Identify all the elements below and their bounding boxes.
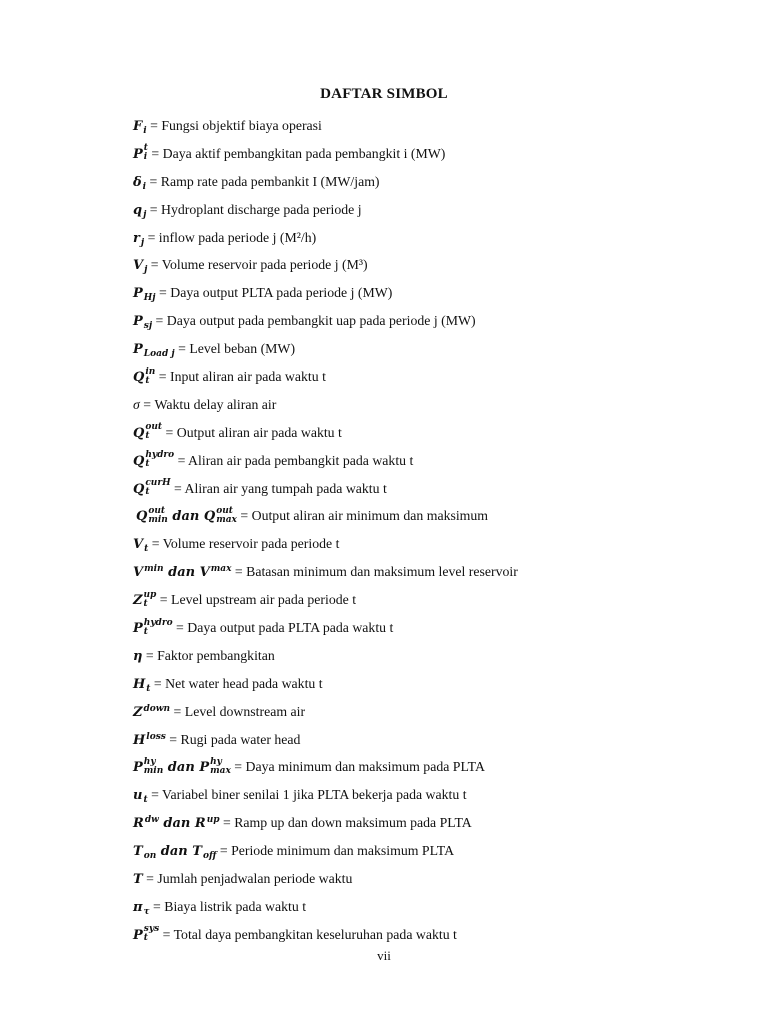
symbol-row — [133, 447, 518, 475]
symbol-base: δ — [133, 174, 142, 190]
symbol-row — [133, 753, 518, 781]
conjunction: dan — [163, 760, 200, 776]
symbol-base: P — [133, 146, 143, 162]
symbol-row — [133, 168, 518, 196]
script-stack — [144, 144, 148, 162]
symbol-description: = Periode minimum dan maksimum PLTA — [216, 843, 455, 859]
symbol-row — [133, 224, 518, 252]
symbol-description: = Fungsi objektif biaya operasi — [146, 118, 322, 133]
symbol-description: = Volume reservoir pada periode t — [148, 536, 340, 552]
symbol-base: Q — [133, 425, 145, 441]
symbol-row — [133, 558, 518, 586]
subscript: t — [143, 795, 148, 806]
superscript: down — [143, 703, 171, 714]
superscript: hy — [143, 756, 156, 767]
symbol-description: = Aliran air pada pembangkit pada waktu t — [174, 452, 414, 468]
symbol-base: T — [192, 844, 202, 860]
symbol-row — [133, 251, 518, 279]
symbol-base: H — [133, 732, 146, 748]
symbol-base: Z — [133, 593, 143, 609]
subscript: off — [202, 851, 217, 862]
symbol — [133, 733, 166, 748]
subscript: t — [145, 459, 150, 470]
symbol-description: = Ramp up dan down maksimum pada PLTA — [219, 815, 472, 831]
subscript: max — [210, 765, 231, 776]
subscript: j — [143, 209, 147, 220]
subscript: Hj — [143, 293, 156, 304]
symbol-row — [133, 279, 518, 307]
symbol-description: = Output aliran air pada waktu t — [162, 424, 342, 440]
symbol — [133, 314, 153, 332]
symbol-base: V — [133, 565, 144, 581]
symbol-row — [133, 614, 518, 642]
symbol-row — [133, 809, 518, 837]
symbol-row — [133, 893, 518, 921]
symbol-description: = Ramp rate pada pembankit I (MW/jam) — [146, 173, 380, 189]
symbol-description: = Faktor pembangkitan — [142, 647, 275, 663]
subscript: i — [143, 126, 147, 136]
symbol-base: P — [133, 621, 143, 637]
symbol — [133, 565, 231, 580]
symbol-base: Q — [133, 453, 145, 469]
conjunction: dan — [163, 565, 200, 581]
script-stack — [144, 925, 159, 943]
superscript: t — [143, 143, 148, 154]
symbol-row — [133, 475, 518, 503]
symbol-base: V — [133, 258, 144, 274]
symbol-description: = Daya minimum dan maksimum pada PLTA — [230, 759, 485, 775]
symbol-description: = Waktu delay aliran air — [139, 396, 277, 412]
subscript: sj — [143, 321, 153, 332]
subscript: max — [216, 514, 237, 525]
symbol-base: H — [133, 676, 146, 692]
symbol-base: V — [133, 537, 144, 553]
superscript: hydro — [143, 617, 173, 628]
subscript: i — [142, 181, 147, 192]
subscript: Load j — [143, 349, 175, 360]
symbol-description: = Rugi pada water head — [165, 731, 301, 747]
symbol — [133, 286, 156, 304]
symbol-description: = Batasan minimum dan maksimum level reservoir — [231, 564, 518, 580]
symbol-base: P — [133, 314, 143, 330]
symbol-description: = Level beban (MW) — [174, 341, 296, 357]
symbol-base: P — [133, 927, 143, 943]
symbol-description: = Variabel biner senilai 1 jika PLTA bekerja pada waktu t — [147, 787, 467, 803]
symbol-base: P — [133, 760, 143, 776]
symbol-row — [133, 419, 518, 447]
symbol-row — [133, 586, 518, 614]
script-stack — [144, 619, 173, 637]
symbol — [133, 175, 146, 190]
symbol-base: q — [133, 202, 143, 218]
symbol-base: r — [133, 230, 140, 246]
subscript: min — [143, 765, 164, 776]
symbol — [133, 788, 148, 806]
symbol-description: = Output aliran air minimum dan maksimum — [236, 508, 489, 524]
symbol-description: = Level downstream air — [170, 703, 306, 719]
symbol-description: = Daya output pada PLTA pada waktu t — [172, 620, 394, 636]
symbol-row — [133, 865, 518, 893]
symbol-base: Q — [133, 481, 145, 497]
subscript: t — [143, 598, 148, 609]
superscript: hydro — [145, 450, 175, 461]
superscript: min — [144, 564, 164, 575]
symbol — [133, 119, 147, 134]
subscript: t — [146, 683, 151, 694]
subscript: on — [143, 851, 157, 862]
symbol-description: = Jumlah penjadwalan periode waktu — [142, 871, 353, 887]
symbol-description: = Daya aktif pembangkitan pada pembangkit i (MW) — [147, 145, 446, 161]
page-number: vii — [377, 948, 391, 963]
symbol-row — [133, 781, 518, 809]
symbol-row — [133, 530, 518, 558]
superscript: sys — [143, 924, 160, 935]
subscript: t — [143, 933, 148, 944]
symbol-base: R — [194, 816, 206, 832]
subscript: i — [143, 152, 148, 163]
symbol-row — [133, 837, 518, 865]
symbol — [133, 258, 148, 276]
conjunction: dan — [158, 816, 195, 832]
symbol-description: = Input aliran air pada waktu t — [155, 369, 326, 385]
superscript: max — [210, 564, 232, 575]
superscript: up — [143, 589, 157, 600]
script-stack — [145, 451, 174, 469]
symbol-description: = Daya output PLTA pada periode j (MW) — [155, 285, 393, 301]
subscript: τ — [143, 906, 150, 917]
symbol-base: T — [133, 844, 143, 860]
superscript: loss — [146, 731, 166, 742]
script-stack — [145, 368, 155, 386]
symbol-description: = Volume reservoir pada periode j (M³) — [147, 257, 368, 273]
symbol-base: P — [199, 760, 210, 776]
symbol-description: = Aliran air yang tumpah pada waktu t — [170, 480, 387, 496]
symbol-row — [133, 140, 518, 168]
symbol-base: P — [133, 286, 143, 302]
symbol — [133, 589, 157, 609]
symbol — [133, 872, 143, 887]
symbol — [133, 924, 160, 944]
subscript: j — [144, 265, 148, 276]
subscript: t — [145, 375, 150, 386]
symbol-base: η — [133, 648, 143, 664]
symbol-base: Q — [133, 370, 145, 386]
symbol-row — [133, 112, 518, 140]
symbol — [133, 900, 150, 915]
symbol-list — [133, 112, 518, 949]
superscript: up — [206, 815, 220, 826]
subscript: j — [140, 237, 145, 248]
page-title: DAFTAR SIMBOL — [320, 86, 448, 102]
subscript: t — [143, 626, 148, 637]
symbol-base: F — [133, 119, 143, 134]
symbol: σ — [133, 396, 140, 412]
symbol-row — [133, 363, 518, 391]
symbol — [133, 450, 175, 470]
superscript: dw — [144, 815, 159, 826]
script-stack — [145, 423, 162, 441]
symbol — [133, 143, 148, 163]
symbol-row — [133, 670, 518, 698]
symbol — [133, 537, 149, 555]
symbol — [133, 677, 150, 692]
superscript: out — [148, 505, 166, 516]
symbol-row — [133, 502, 518, 530]
symbol-row — [133, 335, 518, 363]
symbol-base: π — [133, 899, 143, 915]
symbol — [136, 505, 237, 525]
symbol-row — [133, 726, 518, 754]
conjunction: dan — [156, 844, 193, 860]
symbol-row — [133, 921, 518, 949]
script-stack — [145, 479, 170, 497]
script-stack — [144, 758, 164, 776]
symbol — [133, 422, 163, 442]
superscript: in — [145, 366, 156, 377]
subscript: t — [145, 487, 150, 498]
symbol-row — [133, 307, 518, 335]
symbol-base: Q — [203, 509, 216, 525]
script-stack — [144, 591, 157, 609]
symbol — [133, 756, 231, 776]
symbol — [133, 203, 146, 218]
symbol-base: Q — [136, 509, 148, 525]
symbol — [133, 342, 175, 360]
symbol-description: = Total daya pembangkitan keseluruhan pada waktu t — [159, 926, 457, 942]
symbol-row — [133, 391, 518, 419]
symbol-base: P — [133, 342, 143, 358]
symbol-base: V — [199, 565, 210, 581]
symbol — [133, 844, 217, 862]
symbol-description: = inflow pada periode j (M²/h) — [144, 229, 317, 245]
script-stack — [148, 507, 168, 525]
symbol-description: = Daya output pada pembangkit uap pada periode j (MW) — [152, 313, 476, 329]
script-stack — [210, 758, 231, 776]
symbol-description: = Net water head pada waktu t — [150, 675, 323, 691]
symbol-description: = Biaya listrik pada waktu t — [149, 898, 307, 914]
symbol-base: R — [133, 816, 144, 832]
superscript: curH — [145, 478, 171, 489]
symbol — [133, 366, 156, 386]
symbol-description: = Level upstream air pada periode t — [156, 592, 357, 608]
symbol — [133, 231, 144, 246]
superscript: out — [145, 422, 163, 433]
superscript: out — [216, 505, 233, 516]
symbol-base: Z — [133, 704, 143, 720]
superscript: hy — [210, 756, 222, 767]
symbol-base: T — [133, 872, 143, 888]
conjunction: dan — [167, 509, 204, 525]
subscript: t — [144, 544, 149, 555]
symbol — [133, 478, 171, 498]
symbol — [133, 617, 173, 637]
symbol-row — [133, 698, 518, 726]
symbol-description: = Hydroplant discharge pada periode j — [146, 201, 362, 217]
symbol-row — [133, 196, 518, 224]
script-stack — [216, 507, 237, 525]
symbol-base: u — [133, 788, 143, 804]
subscript: t — [145, 431, 150, 442]
symbol-row — [133, 642, 518, 670]
symbol — [133, 816, 220, 831]
subscript: min — [148, 514, 168, 525]
symbol — [133, 705, 170, 720]
